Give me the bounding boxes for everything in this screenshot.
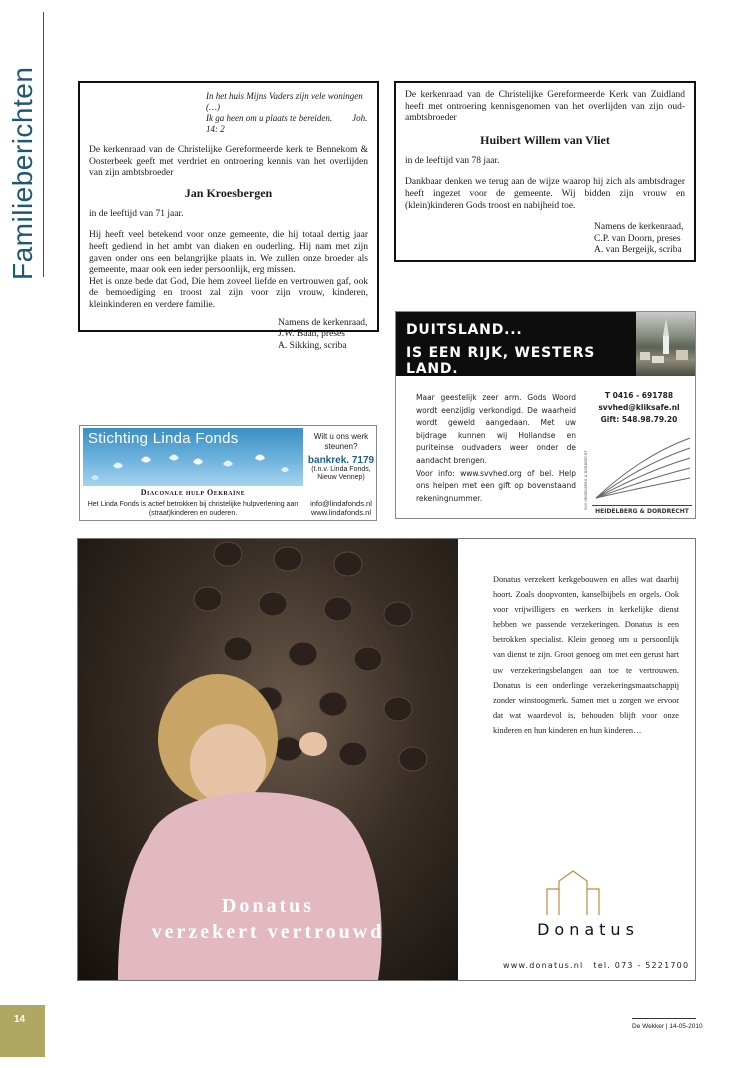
donatus-church-logo-icon [545, 869, 601, 917]
church-spire-icon [636, 312, 695, 376]
ad-body-text-2: Voor info: www.svvhed.org of bel. Help ons helpen met een gift op bovenstaand rekeningnummer. [416, 468, 576, 503]
ad-body [416, 392, 576, 505]
signature-line-2: C.P. van Doorn, preses [594, 233, 681, 244]
ad-email[interactable]: info@lindafonds.nl [310, 498, 372, 508]
organ-child-photo [78, 539, 458, 980]
notice-age: in de leeftijd van 71 jaar. [89, 208, 184, 219]
ad-body-text: Maar geestelijk zeer arm. Gods Woord wordt eenzijdig verkondigd. De waarheid wordt geweld aangedaan. Met uw bijdrage kunnen wij Hollandse en puriteinse oudvaders weer onder de aandacht brengen. [416, 393, 576, 465]
quote-text: Ik ga heen om u plaats te bereiden. [206, 113, 333, 123]
ad-headline-band [396, 312, 636, 376]
ad-support-question: Wilt u ons werk steunen? [313, 432, 369, 451]
ad-bank: bankrek. 7179 [307, 455, 375, 466]
quote-line-1: In het huis Mijns Vaders zijn vele woningen (…) [206, 91, 363, 112]
signature-line-1: Namens de kerkenraad, [594, 222, 684, 233]
ad-contact [586, 390, 692, 426]
notice-age: in de leeftijd van 78 jaar. [405, 155, 500, 166]
notice-paragraph-2: Het is onze bede dat God, Die hem zoveel liefde en vertrouwen gaf, ook de bemoediging en troost zal zijn voor zijn vrouw, kinderen, kleinkinderen en verdere familie. [89, 276, 368, 310]
ad-subtitle: Diaconale hulp Oekraïne [140, 488, 246, 497]
ad-title: Stichting Linda Fonds [88, 430, 239, 447]
notice-paragraph: Dankbaar denken we terug aan de wijze waarop hij zich als ambtsdrager heeft ingezet voor de gemeente. Wij bidden zijn vrouw en (klein)kinderen Gods troost en nabijheid toe. [405, 177, 685, 211]
village-photo [636, 312, 695, 376]
notice-intro: De kerkenraad van de Christelijke Gereformeerde Kerk van Zuidland heeft met ontroering kennisgenomen van het overlijden van zijn oud-ambtsbroeder [405, 90, 685, 124]
ad-phone[interactable]: T 0416 - 691788 [604, 391, 674, 400]
ad-web[interactable]: www.lindafonds.nl [310, 508, 372, 517]
ad-lindafonds[interactable] [79, 425, 377, 521]
ad-gift: Gift: 548.98.79.20 [600, 415, 678, 424]
quote-line-2 [206, 113, 368, 135]
notice-kroesbergen [78, 81, 379, 351]
ad-web[interactable]: www.donatus.nl [503, 961, 584, 970]
ad-email[interactable]: svvhed@kliksafe.nl [598, 403, 680, 412]
ad-support [306, 428, 376, 518]
ad-bank-note: (t.n.v. Linda Fonds, Nieuw Vennep) [311, 465, 371, 481]
ad-logo-text: Donatus [537, 920, 639, 939]
notice-intro: De kerkenraad van de Christelijke Gereformeerde kerk te Bennekom & Oosterbeek geeft met verdriet en ontroering kennis van het overlijden van zijn ambtsbroeder [89, 145, 368, 179]
ad-headline-2: IS EEN RIJK, WESTERS LAND. [406, 345, 596, 377]
feather-lines-icon [592, 434, 692, 500]
ad-slogan-2: verzekert vertrouwd [151, 921, 385, 943]
ad-donatus[interactable] [77, 538, 696, 981]
section-title: Familieberichten [7, 66, 38, 280]
ad-phone[interactable]: tel. 073 - 5221700 [593, 961, 690, 970]
page-number: 14 [14, 1014, 26, 1025]
quote-ref: Joh. 14: 2 [206, 113, 368, 134]
ad-description: Het Linda Fonds is actief betrokken bij christelijke hulpverlening aan (straat)kinderen en ouderen. [87, 501, 299, 517]
ad-banner [83, 428, 303, 486]
signature-line-2: J.W. Baan, preses [278, 329, 345, 340]
deceased-name: Jan Kroesbergen [184, 185, 273, 200]
ad-duitsland[interactable] [395, 311, 696, 519]
ad-body: Donatus verzekert kerkgebouwen en alles wat daarbij hoort. Zoals doopvonten, kanselbijbels en orgels. Ook voor vrijwilligers en werkers in kerkelijke dienst hebben we passende verzekeringen. Donatus is een betrokken specialist. Klein genoeg om u persoonlijk van dienst te zijn. Groot genoeg om met een gerust hart uw verzekeringsbelangen aan toe te vertrouwen. Donatus is een onderlinge verzekeringsmaatschappij zonder winstoogmerk. Samen met u zorgen we ervoor dat wat waardevol is, behouden blijft voor onze kinderen en hun kinderen en hun kinderen… [493, 575, 679, 735]
notice-paragraph: Hij heeft veel betekend voor onze gemeente, die hij totaal dertig jaar heeft gediend in het ambt van diaken en ouderling. Hij nam met zijn gaven onder ons een belangrijke plaats in. We zullen onze broeder als gemeente, maar ook een ieder persoonlijk, erg missen. [89, 230, 368, 276]
signature-line-1: Namens de kerkenraad, [278, 317, 368, 328]
notice-van-vliet [394, 81, 696, 262]
ad-headline-1: DUITSLAND... [406, 322, 523, 338]
page-footer: De Wekker | 14-05-2010 [632, 1018, 696, 1030]
signature-line-3: A. Sikking, scriba [278, 340, 347, 351]
ad-vertical-text: SVV HEIDELBERG & DORDRECHT [584, 450, 588, 510]
signature-line-3: A. van Bergeijk, scriba [594, 245, 682, 256]
ad-org: HEIDELBERG & DORDRECHT [592, 505, 692, 515]
ad-contact [503, 961, 690, 970]
butterflies-icon [83, 448, 303, 486]
page-number-block [0, 1005, 45, 1057]
section-rule [43, 12, 44, 277]
ad-vertical-text-wrap [584, 440, 592, 510]
deceased-name: Huibert Willem van Vliet [480, 132, 610, 147]
ad-slogan-1: Donatus [221, 895, 315, 917]
